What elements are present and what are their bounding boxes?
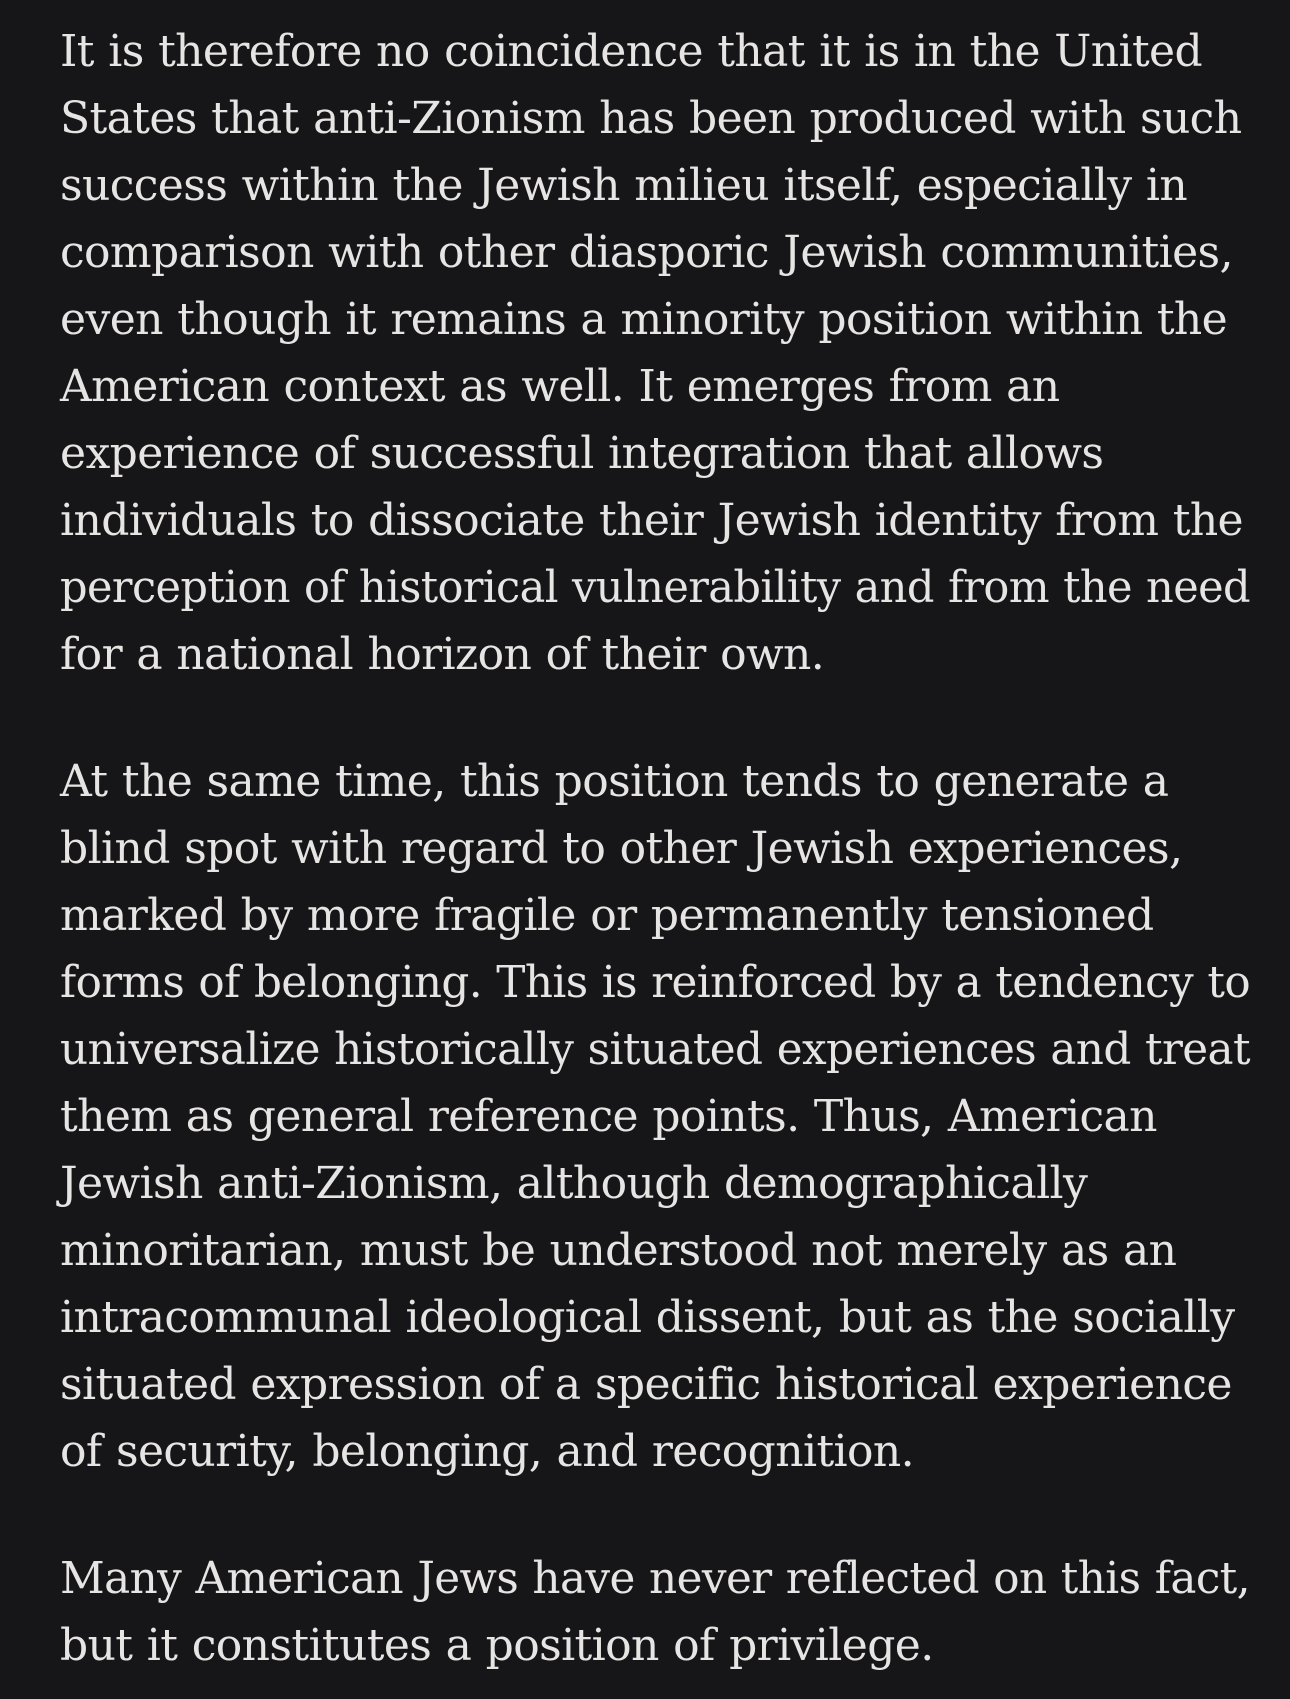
text-line: At the same time, this position tends to generate a — [60, 756, 1169, 807]
text-line: forms of belonging. This is reinforced by a tendency to — [60, 957, 1251, 1008]
text-line: American context as well. It emerges from an — [60, 361, 1060, 412]
text-line: perception of historical vulnerability and from the need — [60, 562, 1251, 613]
paragraph-1 — [60, 18, 1250, 688]
text-line: It is therefore no coincidence that it is in the United — [60, 26, 1203, 77]
paragraph-2 — [60, 748, 1250, 1485]
paragraph-3 — [60, 1545, 1250, 1679]
text-line: success within the Jewish milieu itself, especially in — [60, 160, 1188, 211]
text-line: but it constitutes a position of privilege. — [60, 1620, 934, 1671]
text-line: blind spot with regard to other Jewish experiences, — [60, 823, 1183, 874]
text-line: minoritarian, must be understood not merely as an — [60, 1225, 1177, 1276]
text-line: intracommunal ideological dissent, but as the socially — [60, 1292, 1235, 1343]
text-line: even though it remains a minority position within the — [60, 294, 1228, 345]
text-line: situated expression of a specific historical experience — [60, 1359, 1232, 1410]
text-line: experience of successful integration that allows — [60, 428, 1104, 479]
text-line: marked by more fragile or permanently tensioned — [60, 890, 1154, 941]
text-line: of security, belonging, and recognition. — [60, 1426, 915, 1477]
text-line: them as general reference points. Thus, American — [60, 1091, 1157, 1142]
text-line: for a national horizon of their own. — [60, 629, 825, 680]
text-line: States that anti-Zionism has been produced with such — [60, 93, 1242, 144]
text-line: Many American Jews have never reflected on this fact, — [60, 1553, 1250, 1604]
text-line: individuals to dissociate their Jewish identity from the — [60, 495, 1243, 546]
text-line: Jewish anti-Zionism, although demographically — [60, 1158, 1088, 1209]
text-line: universalize historically situated experiences and treat — [60, 1024, 1250, 1075]
text-line: comparison with other diasporic Jewish communities, — [60, 227, 1233, 278]
article-body — [60, 18, 1250, 1679]
